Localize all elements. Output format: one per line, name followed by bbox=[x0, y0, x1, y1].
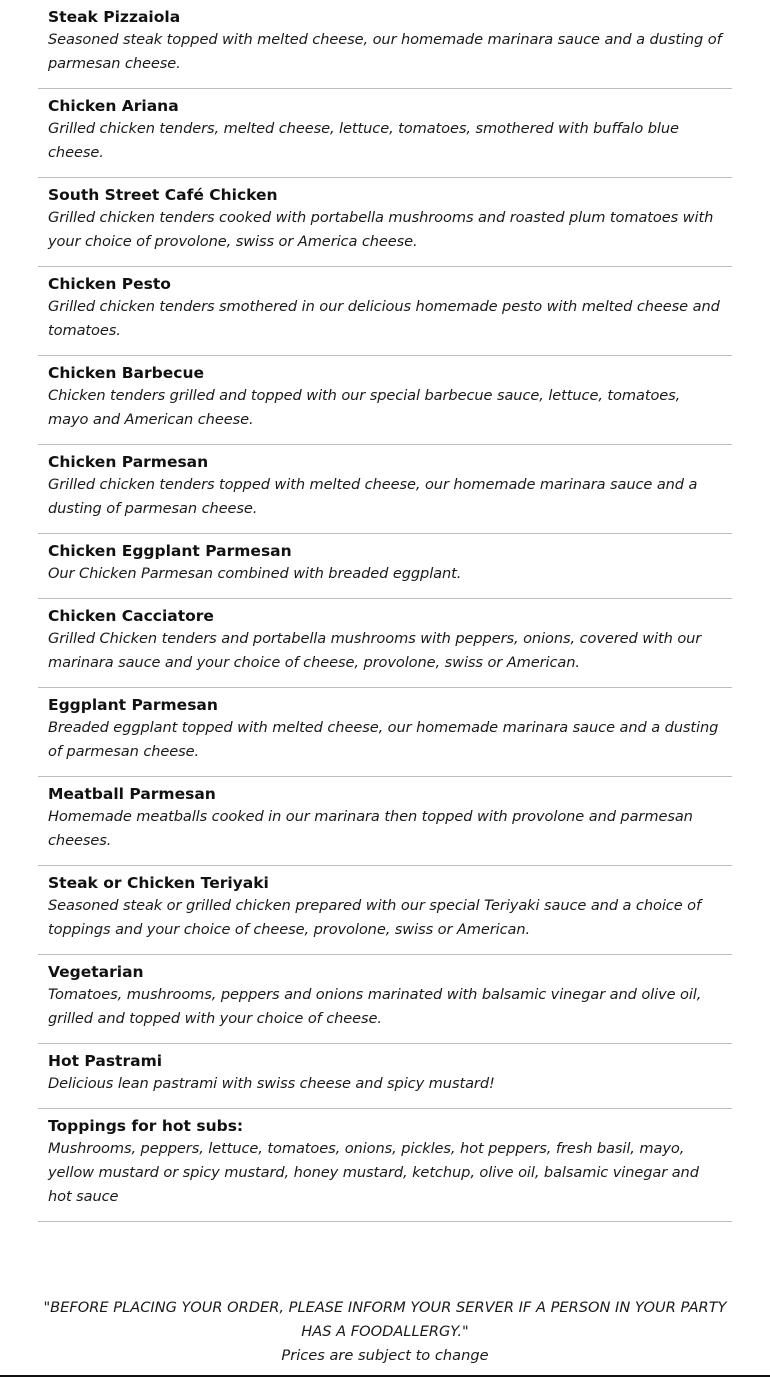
menu-item-steak-pizzaiola bbox=[38, 0, 732, 89]
item-description: Grilled chicken tenders smothered in our delicious homemade pesto with melted cheese and tomatoes. bbox=[48, 298, 720, 339]
menu-item-hot-pastrami bbox=[38, 1044, 732, 1109]
item-description: Grilled chicken tenders topped with melted cheese, our homemade marinara sauce and a dusting of parmesan cheese. bbox=[48, 476, 698, 517]
item-name: Vegetarian bbox=[48, 963, 144, 981]
menu-item-meatball-parmesan bbox=[38, 777, 732, 866]
menu-item-chicken-cacciatore bbox=[38, 599, 732, 688]
item-description: Seasoned steak or grilled chicken prepared with our special Teriyaki sauce and a choice of toppings and your choice of cheese, provolone, swiss or American. bbox=[48, 897, 701, 938]
menu-item-vegetarian bbox=[38, 955, 732, 1044]
item-name: Chicken Parmesan bbox=[48, 453, 209, 471]
menu-item-chicken-pesto bbox=[38, 267, 732, 356]
item-name: Eggplant Parmesan bbox=[48, 696, 218, 714]
item-description: Grilled chicken tenders, melted cheese, lettuce, tomatoes, smothered with buffalo blue cheese. bbox=[48, 120, 679, 161]
item-description: Chicken tenders grilled and topped with our special barbecue sauce, lettuce, tomatoes, mayo and American cheese. bbox=[48, 387, 681, 428]
allergy-notice: "BEFORE PLACING YOUR ORDER, PLEASE INFORM YOUR SERVER IF A PERSON IN YOUR PARTY HAS A FOODALLERGY." bbox=[43, 1299, 727, 1340]
menu-list bbox=[38, 0, 732, 1222]
item-description: Seasoned steak topped with melted cheese, our homemade marinara sauce and a dusting of parmesan cheese. bbox=[48, 31, 722, 72]
item-description: Homemade meatballs cooked in our marinara then topped with provolone and parmesan cheeses. bbox=[48, 808, 693, 849]
menu-item-toppings bbox=[38, 1109, 732, 1222]
item-name: Steak Pizzaiola bbox=[48, 8, 181, 26]
item-description: Breaded eggplant topped with melted cheese, our homemade marinara sauce and a dusting of parmesan cheese. bbox=[48, 719, 719, 760]
item-name: Chicken Ariana bbox=[48, 97, 179, 115]
menu-item-eggplant-parmesan bbox=[38, 688, 732, 777]
item-name: Chicken Barbecue bbox=[48, 364, 205, 382]
menu-item-chicken-eggplant-parmesan bbox=[38, 534, 732, 599]
item-name: Hot Pastrami bbox=[48, 1052, 163, 1070]
menu-item-chicken-parmesan bbox=[38, 445, 732, 534]
menu-item-chicken-ariana bbox=[38, 89, 732, 178]
item-name: Chicken Pesto bbox=[48, 275, 171, 293]
item-description: Delicious lean pastrami with swiss cheese and spicy mustard! bbox=[48, 1075, 495, 1092]
item-description: Our Chicken Parmesan combined with breaded eggplant. bbox=[48, 565, 462, 582]
item-description: Mushrooms, peppers, lettuce, tomatoes, onions, pickles, hot peppers, fresh basil, mayo, yellow mustard or spicy mustard, honey mustard, ketchup, olive oil, balsamic vinegar and hot sauce bbox=[48, 1140, 699, 1205]
item-description: Tomatoes, mushrooms, peppers and onions marinated with balsamic vinegar and olive oil, grilled and topped with your choice of cheese. bbox=[48, 986, 702, 1027]
menu-item-steak-or-chicken-teriyaki bbox=[38, 866, 732, 955]
menu-footer bbox=[38, 1296, 732, 1368]
item-description: Grilled Chicken tenders and portabella mushrooms with peppers, onions, covered with our marinara sauce and your choice of cheese, provolone, swiss or American. bbox=[48, 630, 702, 671]
item-name: South Street Café Chicken bbox=[48, 186, 278, 204]
item-name: Steak or Chicken Teriyaki bbox=[48, 874, 269, 892]
item-name: Chicken Cacciatore bbox=[48, 607, 214, 625]
prices-disclaimer: Prices are subject to change bbox=[281, 1347, 489, 1364]
menu-item-south-street-cafe-chicken bbox=[38, 178, 732, 267]
item-name: Chicken Eggplant Parmesan bbox=[48, 542, 292, 560]
item-name: Toppings for hot subs: bbox=[48, 1117, 244, 1135]
item-description: Grilled chicken tenders cooked with portabella mushrooms and roasted plum tomatoes with your choice of provolone, swiss or America cheese. bbox=[48, 209, 714, 250]
menu-item-chicken-barbecue bbox=[38, 356, 732, 445]
item-name: Meatball Parmesan bbox=[48, 785, 216, 803]
